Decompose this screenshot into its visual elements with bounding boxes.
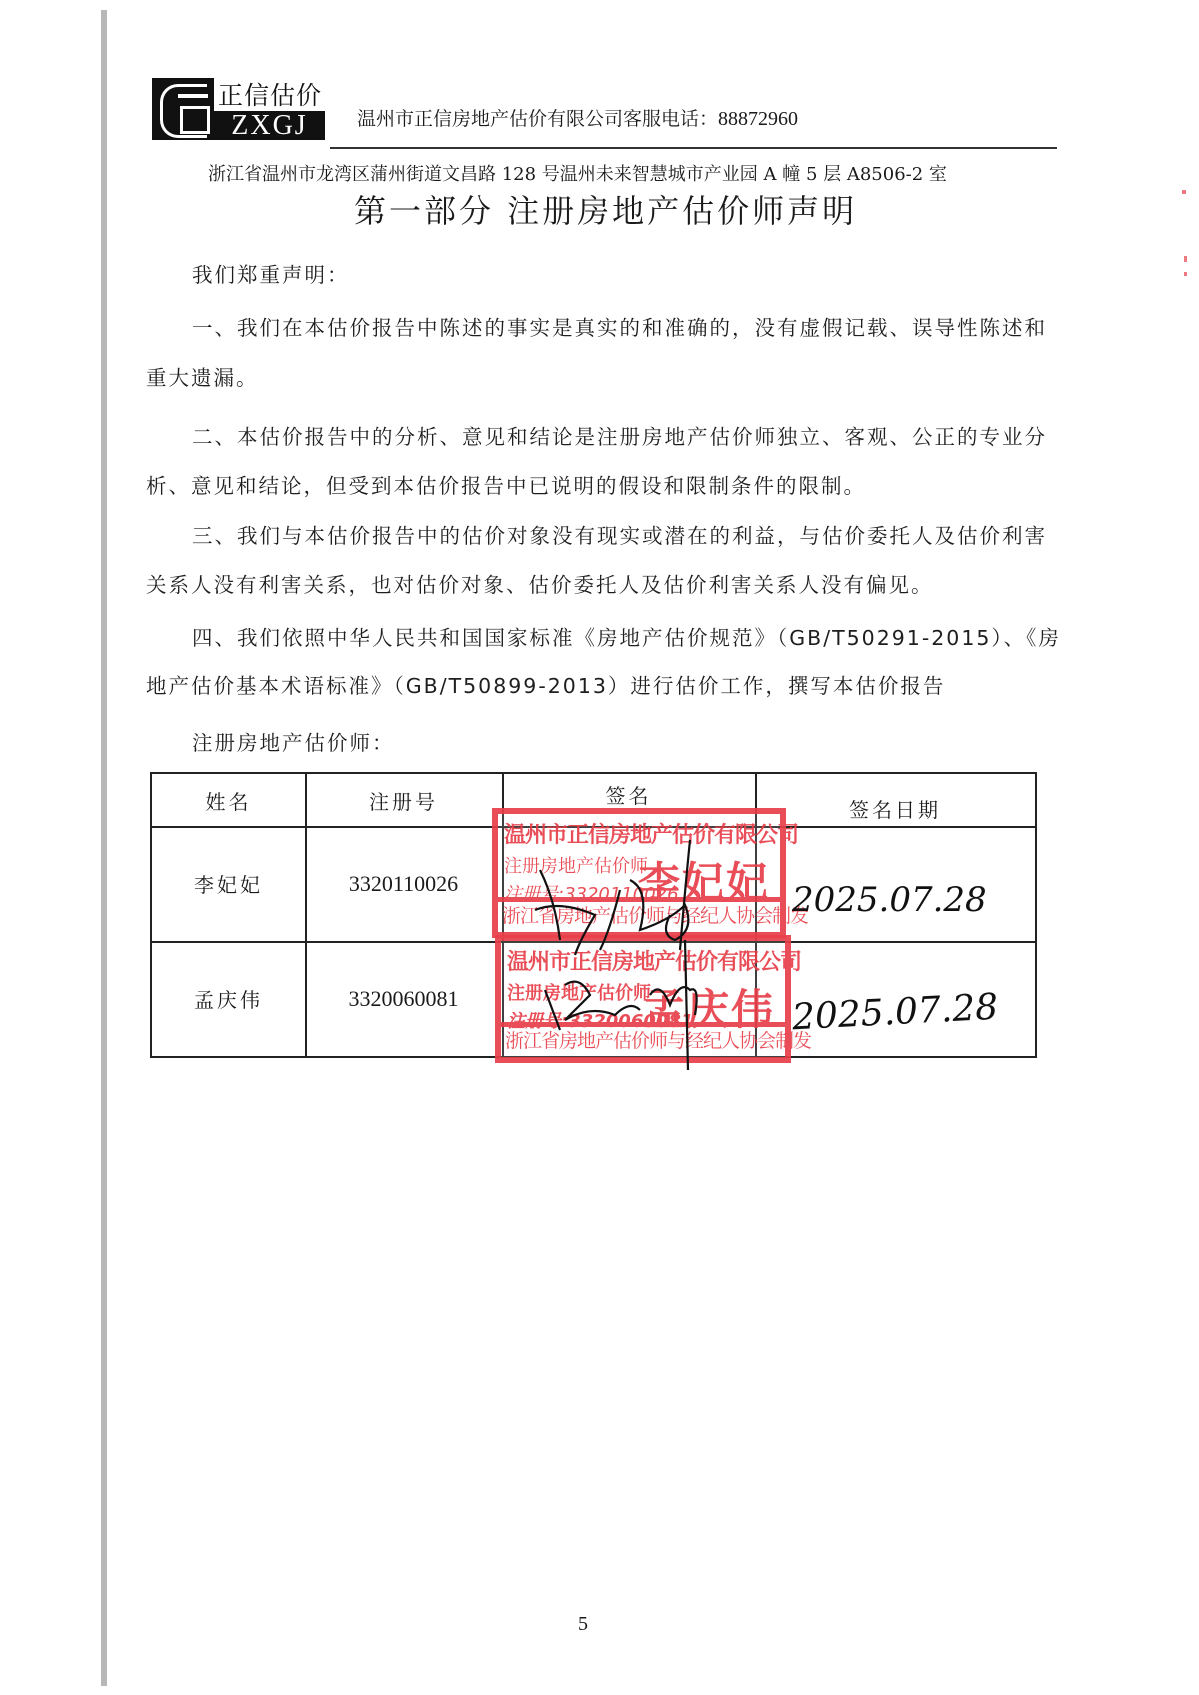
appraisers-label: 注册房地产估价师： (192, 731, 395, 755)
company-address: 浙江省温州市龙湾区蒲州街道文昌路 128 号温州未来智慧城市产业园 A 幢 5 层 A8506-2 室 (208, 164, 947, 185)
row-2-reg-no: 3320060081 (348, 985, 459, 1011)
item-4-line-1: 四、我们依照中华人民共和国国家标准《房地产估价规范》（GB/T50291-2015）、《房 (192, 626, 1061, 650)
header-reg-no: 注册号 (369, 789, 438, 814)
logo-seal-icon (152, 78, 214, 140)
row-2-sign-date: 2025.07.28 (791, 986, 1000, 1039)
binding-edge-line (101, 10, 107, 1686)
seal-2-issuer: 浙江省房地产估价师与经纪人协会制发 (501, 1022, 785, 1057)
item-4-line-2: 地产估价基本术语标准》（GB/T50899-2013）进行估价工作，撰写本估价报告 (146, 674, 946, 698)
header-sign-date: 签名日期 (849, 797, 941, 822)
header-divider (330, 147, 1057, 149)
header-name: 姓名 (205, 789, 252, 814)
logo-english-text: ZXGJ (214, 111, 325, 140)
handwritten-signatures (520, 830, 790, 1070)
seal-2-reg: 注册号:3320060081 (507, 1011, 694, 1032)
item-2-line-1: 二、本估价报告中的分析、意见和结论是注册房地产估价师独立、客观、公正的专业分 (192, 425, 1047, 449)
seal-2-role: 注册房地产估价师 (507, 983, 651, 1004)
seam-stamp-fragment (1184, 256, 1187, 262)
seal-2-name: 孟庆伟 (642, 985, 775, 1034)
hotline-label: 温州市正信房地产估价有限公司客服电话： (357, 108, 719, 130)
seal-1-role: 注册房地产估价师 (504, 856, 648, 877)
item-3-line-1: 三、我们与本估价报告中的估价对象没有现实或潜在的利益，与估价委托人及估价利害 (192, 524, 1047, 548)
seal-1-name: 李妃妃 (637, 858, 770, 907)
item-3-line-2: 关系人没有利害关系，也对估价对象、估价委托人及估价利害关系人没有偏见。 (146, 573, 934, 597)
row-1-reg-no: 3320110026 (348, 870, 459, 896)
row-2-name: 孟庆伟 (194, 988, 263, 1012)
seam-stamp-fragment (1182, 190, 1186, 194)
header-signature: 签名 (605, 783, 652, 808)
seam-stamp-fragment (1184, 272, 1187, 276)
page-number: 5 (578, 1613, 588, 1635)
row-1-name: 李妃妃 (194, 873, 263, 897)
company-logo (152, 78, 325, 140)
row-1-sign-date: 2025.07.28 (792, 880, 987, 920)
item-1-line-2: 重大遗漏。 (146, 366, 259, 390)
seal-1-company: 温州市正信房地产估价有限公司 (504, 822, 799, 848)
intro-line: 我们郑重声明： (192, 263, 350, 287)
item-1-line-1: 一、我们在本估价报告中陈述的事实是真实的和准确的，没有虚假记载、误导性陈述和 (192, 316, 1047, 340)
seal-1-issuer: 浙江省房地产估价师与经纪人协会制发 (498, 897, 780, 932)
seal-1-reg: 注册号:3320110026 (504, 884, 679, 905)
hotline-number: 88872960 (718, 108, 799, 130)
seal-2-company: 温州市正信房地产估价有限公司 (507, 949, 802, 975)
page-title: 第一部分 注册房地产估价师声明 (354, 192, 858, 230)
company-hotline (357, 104, 798, 131)
item-2-line-2: 析、意见和结论，但受到本估价报告中已说明的假设和限制条件的限制。 (146, 474, 866, 498)
logo-chinese-text: 正信估价 (218, 81, 323, 110)
